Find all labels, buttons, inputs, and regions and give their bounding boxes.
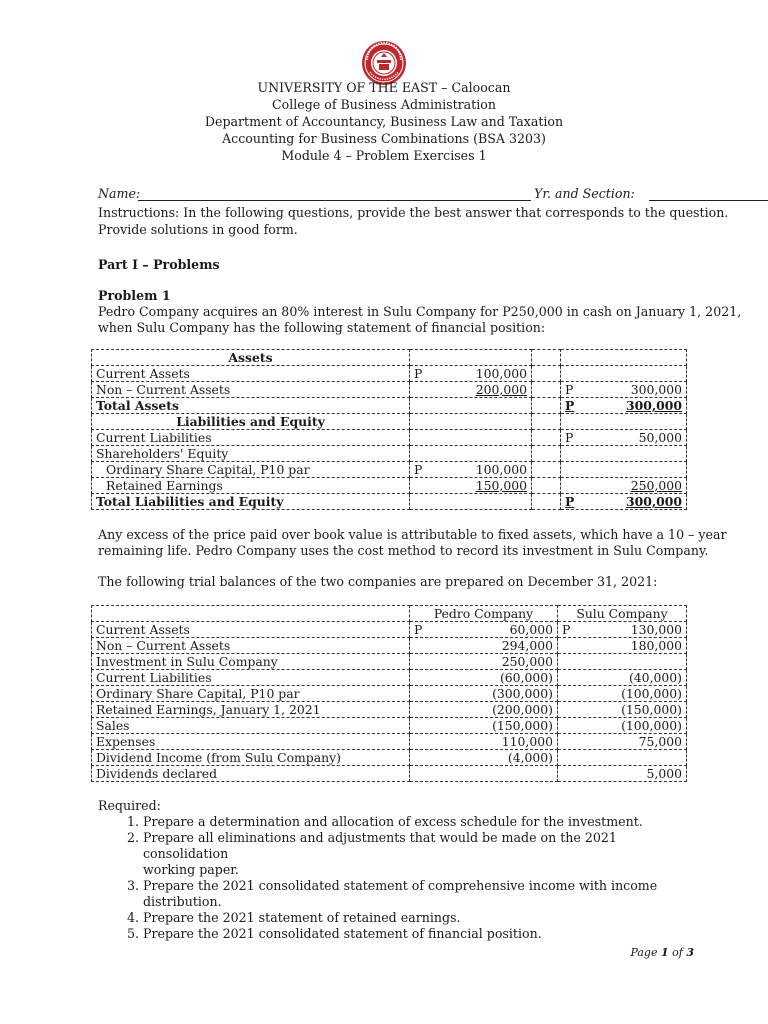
instructions-line-1: Instructions: In the following questions, provide the best answer that corresponds to the question.	[98, 205, 729, 220]
table-row	[92, 670, 687, 686]
table-row	[92, 478, 687, 494]
list-item: 4. Prepare the 2021 statement of retained earnings.	[143, 910, 698, 926]
required-list	[98, 814, 698, 942]
course-title: Accounting for Business Combinations (BSA 3203)	[222, 131, 546, 146]
noncurrent-assets-value: 200,000	[475, 382, 527, 397]
noncurrent-assets-label: Non – Current Assets	[92, 382, 410, 398]
list-item	[143, 830, 698, 878]
pedro-amount: (200,000)	[492, 702, 553, 717]
account-label: Dividends declared	[92, 766, 410, 782]
currency-p: P	[562, 622, 571, 637]
currency-p: P	[565, 430, 574, 445]
name-section-row	[98, 186, 688, 204]
currency-p: P	[414, 462, 423, 477]
sulu-amount: 5,000	[646, 766, 682, 781]
table-row	[92, 382, 687, 398]
table-row	[92, 398, 687, 414]
required-label: Required:	[98, 798, 161, 813]
list-item: 5. Prepare the 2021 consolidated statement of financial position.	[143, 926, 698, 942]
table-row	[92, 750, 687, 766]
liabilities-equity-heading: Liabilities and Equity	[92, 414, 410, 430]
account-label: Dividend Income (from Sulu Company)	[92, 750, 410, 766]
account-label: Sales	[92, 718, 410, 734]
retained-earnings-value: 150,000	[475, 478, 527, 493]
pedro-amount-cell	[410, 702, 558, 718]
current-assets-label: Current Assets	[92, 366, 410, 382]
pedro-amount-cell	[410, 622, 558, 638]
pedro-amount-cell	[410, 750, 558, 766]
sulu-amount: (100,000)	[621, 718, 682, 733]
shareholders-equity-label: Shareholders' Equity	[92, 446, 410, 462]
sulu-amount-cell	[558, 766, 687, 782]
pedro-amount: 294,000	[501, 638, 553, 653]
problem-intro-line-1: Pedro Company acquires an 80% interest in Sulu Company for P250,000 in cash on January 1, 2021,	[98, 304, 742, 319]
pedro-amount: (150,000)	[492, 718, 553, 733]
current-liabilities-value: 50,000	[638, 430, 682, 445]
retained-earnings-label: Retained Earnings	[92, 478, 410, 494]
sulu-amount: (40,000)	[628, 670, 682, 685]
sulu-amount-cell	[558, 718, 687, 734]
table-row	[92, 718, 687, 734]
page-number: 1	[660, 946, 669, 959]
paragraph-2: The following trial balances of the two companies are prepared on December 31, 2021:	[98, 574, 658, 589]
pedro-amount-cell	[410, 670, 558, 686]
table-row	[92, 366, 687, 382]
section-label: Yr. and Section:	[534, 186, 635, 201]
of-word: of	[672, 946, 683, 959]
sulu-amount: (150,000)	[621, 702, 682, 717]
table-row	[92, 654, 687, 670]
pedro-amount: (60,000)	[499, 670, 553, 685]
table-row	[92, 350, 687, 366]
total-liabilities-equity-value: 300,000	[625, 494, 682, 509]
currency-p: P	[565, 494, 575, 509]
account-label: Expenses	[92, 734, 410, 750]
list-item: 1. Prepare a determination and allocation of excess schedule for the investment.	[143, 814, 698, 830]
table-row	[92, 446, 687, 462]
table-row	[92, 414, 687, 430]
name-label: Name:	[98, 186, 141, 201]
account-label: Current Liabilities	[92, 670, 410, 686]
pedro-amount-cell	[410, 638, 558, 654]
sulu-amount-cell	[558, 702, 687, 718]
pedro-amount-cell	[410, 654, 558, 670]
sulu-column-header: Sulu Company	[558, 606, 687, 622]
department-name: Department of Accountancy, Business Law and Taxation	[204, 114, 564, 129]
page-total: 3	[686, 946, 694, 959]
pedro-amount-cell	[410, 718, 558, 734]
account-label: Retained Earnings, January 1, 2021	[92, 702, 410, 718]
table-row	[92, 686, 687, 702]
current-liabilities-label: Current Liabilities	[92, 430, 410, 446]
currency-p: P	[414, 366, 423, 381]
currency-p: P	[565, 398, 575, 413]
sulu-amount-cell	[558, 622, 687, 638]
account-label: Non – Current Assets	[92, 638, 410, 654]
table-row	[92, 606, 687, 622]
sulu-amount: 180,000	[630, 638, 682, 653]
assets-subtotal-value: 300,000	[630, 382, 682, 397]
sulu-amount: 75,000	[638, 734, 682, 749]
current-assets-value: 100,000	[475, 366, 527, 381]
total-assets-label: Total Assets	[92, 398, 410, 414]
paragraph-1-line-2: remaining life. Pedro Company uses the cost method to record its investment in Sulu Company.	[98, 543, 709, 558]
table-row	[92, 766, 687, 782]
pedro-amount: 250,000	[501, 654, 553, 669]
sulu-amount-cell	[558, 654, 687, 670]
table-row	[92, 462, 687, 478]
university-name: UNIVERSITY OF THE EAST – Caloocan	[257, 80, 511, 95]
pedro-amount: (4,000)	[507, 750, 553, 765]
required-section	[98, 798, 698, 942]
pedro-amount-cell	[410, 734, 558, 750]
list-item-continuation: working paper.	[143, 862, 239, 877]
pedro-column-header: Pedro Company	[410, 606, 558, 622]
ordinary-share-capital-label: Ordinary Share Capital, P10 par	[92, 462, 410, 478]
name-field[interactable]	[138, 200, 531, 201]
pedro-amount-cell	[410, 766, 558, 782]
section-field[interactable]	[649, 200, 768, 201]
table-row	[92, 638, 687, 654]
account-label: Current Assets	[92, 622, 410, 638]
sulu-amount-cell	[558, 734, 687, 750]
trial-balance-table	[91, 605, 687, 782]
table-row	[92, 702, 687, 718]
table-row	[92, 430, 687, 446]
part-title: Part I – Problems	[98, 257, 220, 272]
problem-intro-line-2: when Sulu Company has the following statement of financial position:	[98, 320, 546, 335]
currency-p: P	[414, 622, 423, 637]
module-title: Module 4 – Problem Exercises 1	[281, 148, 487, 163]
sfp-table	[91, 349, 687, 510]
pedro-amount: (300,000)	[492, 686, 553, 701]
pedro-amount: 110,000	[501, 734, 553, 749]
ordinary-share-capital-value: 100,000	[475, 462, 527, 477]
equity-subtotal-value: 250,000	[630, 478, 682, 493]
account-label: Ordinary Share Capital, P10 par	[92, 686, 410, 702]
sulu-amount: (100,000)	[621, 686, 682, 701]
list-item: 3. Prepare the 2021 consolidated statement of comprehensive income with income distribution.	[143, 878, 698, 910]
instructions-line-2: Provide solutions in good form.	[98, 222, 298, 237]
assets-heading: Assets	[92, 350, 410, 366]
sulu-amount-cell	[558, 750, 687, 766]
table-row	[92, 734, 687, 750]
table-row	[92, 622, 687, 638]
sulu-amount-cell	[558, 686, 687, 702]
sulu-amount: 130,000	[630, 622, 682, 637]
currency-p: P	[565, 382, 574, 397]
pedro-amount-cell	[410, 686, 558, 702]
problem-title: Problem 1	[98, 288, 171, 303]
table-row	[92, 494, 687, 510]
total-assets-value: 300,000	[625, 398, 682, 413]
sulu-amount-cell	[558, 670, 687, 686]
list-item-text: Prepare all eliminations and adjustments that would be made on the 2021 consolidation	[143, 830, 617, 861]
page-footer	[600, 946, 694, 959]
account-label: Investment in Sulu Company	[92, 654, 410, 670]
total-liabilities-equity-label: Total Liabilities and Equity	[92, 494, 410, 510]
sulu-amount-cell	[558, 638, 687, 654]
pedro-amount: 60,000	[509, 622, 553, 637]
paragraph-1-line-1: Any excess of the price paid over book value is attributable to fixed assets, which have a 10 – year	[98, 527, 727, 542]
page-word: Page	[630, 946, 658, 959]
college-name: College of Business Administration	[272, 97, 496, 112]
